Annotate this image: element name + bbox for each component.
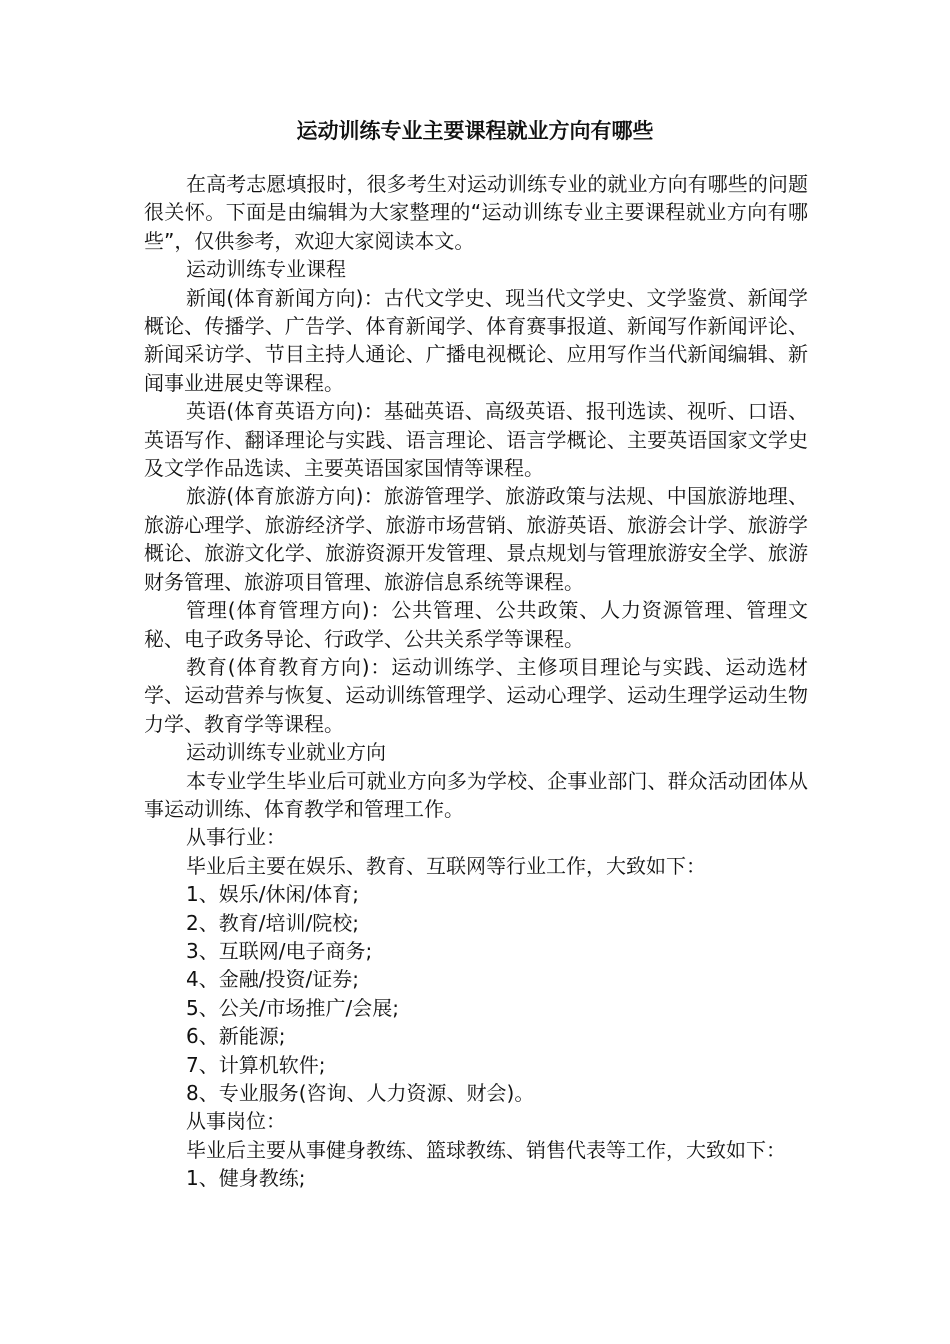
paragraph-english-courses: 英语(体育英语方向)：基础英语、高级英语、报刊选读、视听、口语、英语写作、翻译理论与实践、语言理论、语言学概论、主要英语国家文学史及文学作品选读、主要英语国家国情等课程。 [144,399,808,481]
document-body [144,170,808,1193]
list-item: 5、公关/市场推广/会展; [186,995,399,1020]
list-item: 2、教育/培训/院校; [186,910,359,935]
paragraph-news-courses: 新闻(体育新闻方向)：古代文学史、现当代文学史、文学鉴赏、新闻学概论、传播学、广告学、体育新闻学、体育赛事报道、新闻写作新闻评论、新闻采访学、节目主持人通论、广播电视概论、应用写作当代新闻编辑、新闻事业进展史等课程。 [144,285,808,395]
section-heading-courses: 运动训练专业课程 [186,257,346,282]
list-item: 1、健身教练; [186,1166,306,1191]
paragraph-education-courses: 教育(体育教育方向)：运动训练学、主修项目理论与实践、运动选材学、运动营养与恢复、运动训练管理学、运动心理学、运动生理学运动生物力学、教育学等课程。 [144,654,808,736]
intro-paragraph: 在高考志愿填报时，很多考生对运动训练专业的就业方向有哪些的问题很关怀。下面是由编辑为大家整理的“运动训练专业主要课程就业方向有哪些”，仅供参考，欢迎大家阅读本文。 [144,172,808,253]
list-item: 8、专业服务(咨询、人力资源、财会)。 [186,1081,535,1105]
list-item: 4、金融/投资/证券; [186,967,359,992]
document-title: 运动训练专业主要课程就业方向有哪些 [296,119,654,143]
subheading-positions: 从事岗位： [186,1109,286,1134]
list-item: 1、娱乐/休闲/体育; [186,882,359,907]
paragraph-tourism-courses: 旅游(体育旅游方向)：旅游管理学、旅游政策与法规、中国旅游地理、旅游心理学、旅游经济学、旅游市场营销、旅游英语、旅游会计学、旅游学概论、旅游文化学、旅游资源开发管理、景点规划与管理旅游安全学、旅游财务管理、旅游项目管理、旅游信息系统等课程。 [144,484,808,594]
paragraph-employment-summary: 本专业学生毕业后可就业方向多为学校、企事业部门、群众活动团体从事运动训练、体育教学和管理工作。 [144,768,808,821]
paragraph-management-courses: 管理(体育管理方向)：公共管理、公共政策、人力资源管理、管理文秘、电子政务导论、行政学、公共关系学等课程。 [144,598,808,651]
paragraph-positions-intro: 毕业后主要从事健身教练、篮球教练、销售代表等工作，大致如下： [186,1137,786,1162]
list-item: 7、计算机软件; [186,1052,326,1077]
subheading-industries: 从事行业： [186,825,286,850]
paragraph-industries-intro: 毕业后主要在娱乐、教育、互联网等行业工作，大致如下： [186,853,706,878]
list-item: 6、新能源; [186,1024,286,1049]
list-item: 3、互联网/电子商务; [186,938,373,963]
section-heading-employment: 运动训练专业就业方向 [186,740,386,765]
